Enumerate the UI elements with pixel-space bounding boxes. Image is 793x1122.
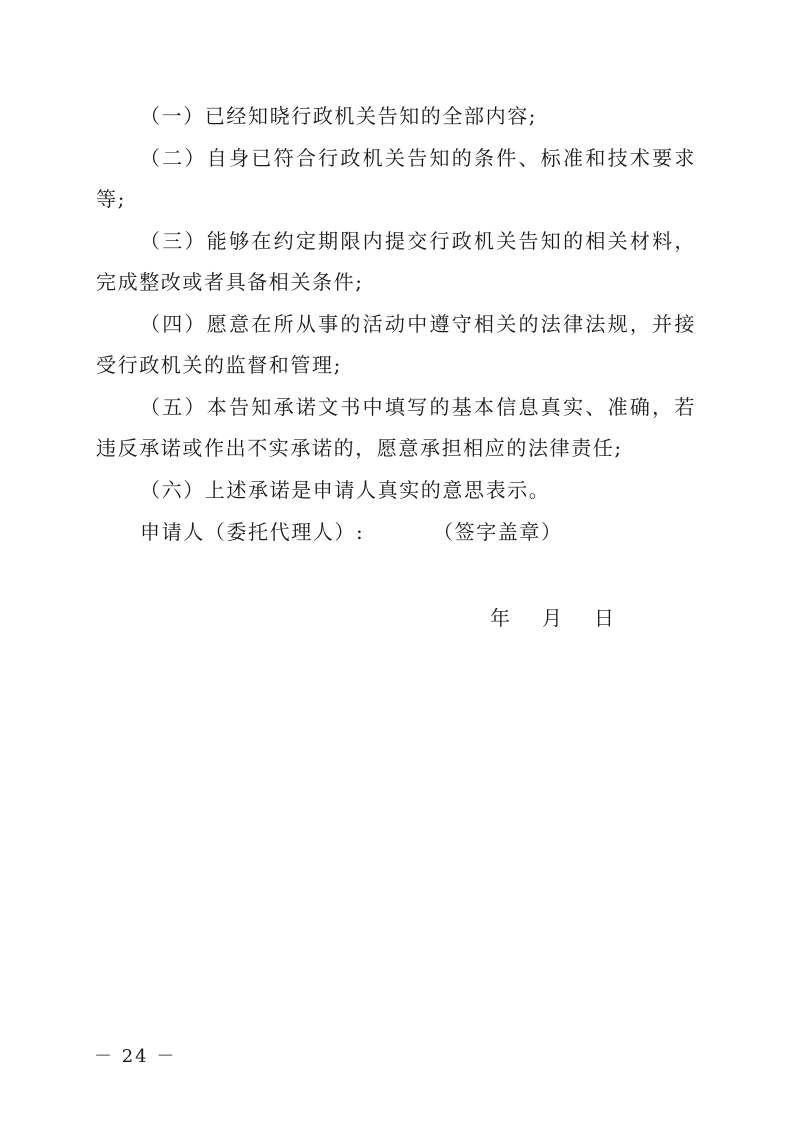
- applicant-label: 申请人（委托代理人）:: [140, 520, 365, 544]
- date-day-label: 日: [594, 606, 614, 630]
- commitment-item-3: （三）能够在约定期限内提交行政机关告知的相关材料，完成整改或者具备相关条件;: [96, 228, 696, 294]
- commitment-item-1: （一）已经知晓行政机关告知的全部内容;: [140, 104, 538, 128]
- signature-line: [140, 516, 563, 545]
- date-month-label: 月: [542, 606, 562, 630]
- page-number: － 24 －: [94, 1046, 177, 1067]
- commitment-item-6: （六）上述承诺是申请人真实的意思表示。: [140, 477, 551, 502]
- date-year-label: 年: [490, 606, 510, 630]
- commitment-item-2: （二）自身已符合行政机关告知的条件、标准和技术要求等;: [96, 145, 696, 211]
- signature-stamp-note: （签字盖章）: [433, 520, 563, 544]
- commitment-item-4: （四）愿意在所从事的活动中遵守相关的法律法规，并接受行政机关的监督和管理;: [96, 311, 696, 377]
- date-line: [490, 602, 614, 631]
- commitment-list: [96, 96, 696, 511]
- commitment-item-5: （五）本告知承诺文书中填写的基本信息真实、准确，若违反承诺或作出不实承诺的，愿意承担相应的法律责任;: [96, 394, 696, 460]
